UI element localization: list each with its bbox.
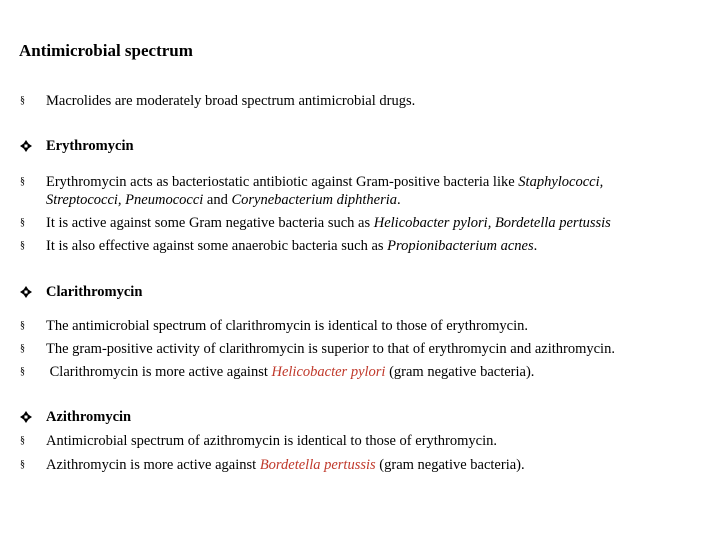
text-segment: (gram negative bacteria). [385,364,535,380]
diamond-bullet-icon [19,139,33,153]
erythromycin-point-1-continued [46,191,401,209]
bullet-marker: § [20,320,25,331]
highlighted-organism: Bordetella pertussis [259,457,376,473]
diamond-bullet-icon [19,285,33,299]
bullet-marker: § [20,366,25,377]
text-segment: It is also effective against some anaerobic bacteria such as [46,238,388,254]
clarithromycin-heading: Clarithromycin [46,284,143,300]
azithromycin-heading: Azithromycin [46,409,132,425]
erythromycin-point-1 [46,173,603,191]
erythromycin-point-2 [46,214,611,232]
organism-name: Staphylococci, [518,174,604,190]
organism-name: Streptococci, Pneumococci [46,192,204,208]
text-segment: . [533,238,538,254]
azithromycin-point-2 [46,456,525,474]
erythromycin-point-3 [46,237,537,255]
diamond-bullet-icon [19,410,33,424]
bullet-marker: § [20,435,25,446]
bullet-marker: § [20,343,25,354]
bullet-marker: § [20,459,25,470]
bullet-marker: § [20,240,25,251]
organism-name: Corynebacterium diphtheria [231,192,398,208]
clarithromycin-point-3 [46,363,534,381]
bullet-marker: § [20,217,25,228]
organism-name: Helicobacter pylori, Bordetella pertussis [373,215,611,231]
clarithromycin-point-2: The gram-positive activity of clarithromycin is superior to that of erythromycin and azithromycin. [46,341,615,357]
bullet-marker: § [20,176,25,187]
text-segment: (gram negative bacteria). [375,457,525,473]
intro-text: Macrolides are moderately broad spectrum antimicrobial drugs. [46,93,416,109]
page-title: Antimicrobial spectrum [19,41,193,60]
clarithromycin-point-1: The antimicrobial spectrum of clarithromycin is identical to those of erythromycin. [46,318,528,334]
text-segment: Clarithromycin is more active against [46,364,272,380]
bullet-marker: § [20,95,25,106]
azithromycin-point-1: Antimicrobial spectrum of azithromycin is identical to those of erythromycin. [46,433,497,449]
text-segment: Azithromycin is more active against [46,457,260,473]
erythromycin-heading: Erythromycin [46,138,134,154]
text-segment: It is active against some Gram negative bacteria such as [46,215,374,231]
text-segment: . [397,192,401,208]
organism-name: Propionibacterium acnes [387,238,534,254]
highlighted-organism: Helicobacter pylori [271,364,386,380]
text-segment: and [203,192,232,208]
text-segment: Erythromycin acts as bacteriostatic antibiotic against Gram-positive bacteria like [46,174,519,190]
